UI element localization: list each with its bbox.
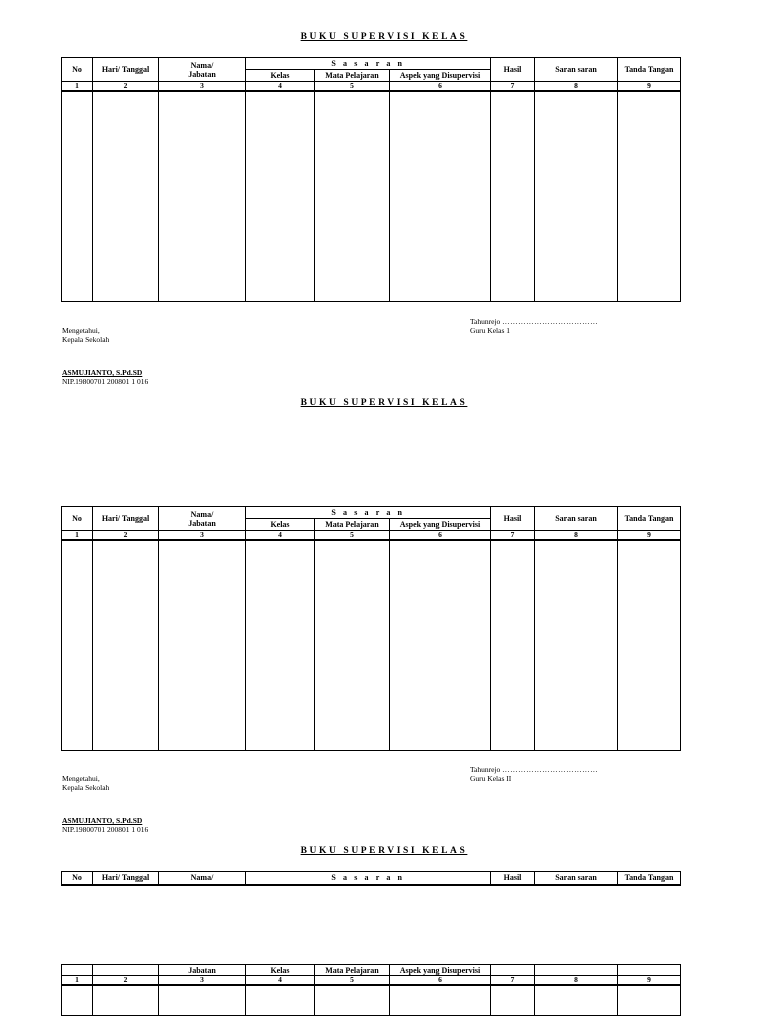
- col-number: 5: [315, 82, 390, 92]
- signature-teacher-2: [470, 766, 598, 783]
- col-number: 3: [159, 976, 246, 986]
- header-hari-tanggal: Hari/ Tanggal: [93, 872, 159, 885]
- header-saran: Saran saran: [535, 507, 618, 531]
- col-number: 6: [390, 531, 491, 541]
- supervision-table-3-header: [61, 871, 681, 886]
- header-hasil: Hasil: [491, 507, 535, 531]
- col-number: 3: [159, 531, 246, 541]
- place-date: Tahunrejo ………………………………: [470, 765, 599, 774]
- col-number: 7: [491, 82, 535, 92]
- header-kelas: Kelas: [246, 519, 315, 531]
- col-number: 4: [246, 976, 315, 986]
- teacher-role: Guru Kelas II: [470, 773, 512, 783]
- principal-nip: NIP.19800701 200801 1 016: [62, 824, 149, 834]
- header-aspek: Aspek yang Disupervisi: [390, 519, 491, 531]
- header-sasaran: S a s a r a n: [246, 507, 491, 519]
- header-saran: Saran saran: [535, 58, 618, 82]
- col-number: 3: [159, 82, 246, 92]
- header-nama-jabatan: Nama/ Jabatan: [159, 58, 246, 82]
- col-number: 1: [62, 82, 93, 92]
- col-number: 8: [535, 531, 618, 541]
- header-nama: Nama/: [159, 872, 246, 885]
- place-date: Tahunrejo ………………………………: [470, 317, 599, 326]
- supervision-table-1: [61, 57, 681, 302]
- header-hari-tanggal: Hari/ Tanggal: [93, 507, 159, 531]
- teacher-role: Guru Kelas 1: [470, 325, 510, 335]
- header-hari-tanggal: Hari/ Tanggal: [93, 58, 159, 82]
- header-mata-pelajaran: Mata Pelajaran: [315, 965, 390, 976]
- col-number: 8: [535, 82, 618, 92]
- page-title-3: BUKU SUPERVISI KELAS: [300, 846, 468, 856]
- col-number: 2: [93, 531, 159, 541]
- header-saran: Saran saran: [535, 872, 618, 885]
- signature-teacher-1: [470, 318, 598, 335]
- header-sasaran: S a s a r a n: [246, 872, 491, 885]
- mengetahui-label: Mengetahui,: [62, 774, 100, 783]
- signature-principal-1: [62, 327, 148, 386]
- col-number: 9: [618, 976, 681, 986]
- header-hasil: Hasil: [491, 58, 535, 82]
- kepala-sekolah-label: Kepala Sekolah: [62, 334, 110, 344]
- table-body-row: [62, 540, 681, 750]
- header-mata-pelajaran: Mata Pelajaran: [315, 519, 390, 531]
- col-number: 2: [93, 82, 159, 92]
- page-title-1: BUKU SUPERVISI KELAS: [300, 32, 468, 42]
- col-number: 8: [535, 976, 618, 986]
- header-mata-pelajaran: Mata Pelajaran: [315, 70, 390, 82]
- header-no: No: [62, 872, 93, 885]
- kepala-sekolah-label: Kepala Sekolah: [62, 782, 110, 792]
- header-jabatan: Jabatan: [159, 965, 246, 976]
- table-body-row: [62, 91, 681, 301]
- header-kelas: Kelas: [246, 965, 315, 976]
- col-number: 2: [93, 976, 159, 986]
- col-number: 9: [618, 531, 681, 541]
- header-nama-jabatan: Nama/ Jabatan: [159, 507, 246, 531]
- col-number: 5: [315, 976, 390, 986]
- header-aspek: Aspek yang Disupervisi: [390, 70, 491, 82]
- col-number: 5: [315, 531, 390, 541]
- mengetahui-label: Mengetahui,: [62, 326, 100, 335]
- header-tanda-tangan: Tanda Tangan: [618, 507, 681, 531]
- principal-name: ASMUJIANTO, S.Pd.SD: [62, 816, 143, 825]
- col-number: 7: [491, 531, 535, 541]
- supervision-table-3-body: [61, 964, 681, 1016]
- principal-nip: NIP.19800701 200801 1 016: [62, 376, 149, 386]
- col-number: 4: [246, 531, 315, 541]
- page-title-2: BUKU SUPERVISI KELAS: [300, 398, 468, 408]
- header-kelas: Kelas: [246, 70, 315, 82]
- header-sasaran: S a s a r a n: [246, 58, 491, 70]
- header-no: No: [62, 58, 93, 82]
- principal-name: ASMUJIANTO, S.Pd.SD: [62, 368, 143, 377]
- supervision-table-2: [61, 506, 681, 751]
- col-number: 1: [62, 531, 93, 541]
- table-body-row: [62, 985, 681, 1015]
- signature-principal-2: [62, 775, 148, 834]
- header-aspek: Aspek yang Disupervisi: [390, 965, 491, 976]
- header-tanda-tangan: Tanda Tangan: [618, 58, 681, 82]
- col-number: 6: [390, 976, 491, 986]
- header-tanda-tangan: Tanda Tangan: [618, 872, 681, 885]
- col-number: 4: [246, 82, 315, 92]
- col-number: 6: [390, 82, 491, 92]
- header-hasil: Hasil: [491, 872, 535, 885]
- header-no: No: [62, 507, 93, 531]
- col-number: 1: [62, 976, 93, 986]
- col-number: 7: [491, 976, 535, 986]
- col-number: 9: [618, 82, 681, 92]
